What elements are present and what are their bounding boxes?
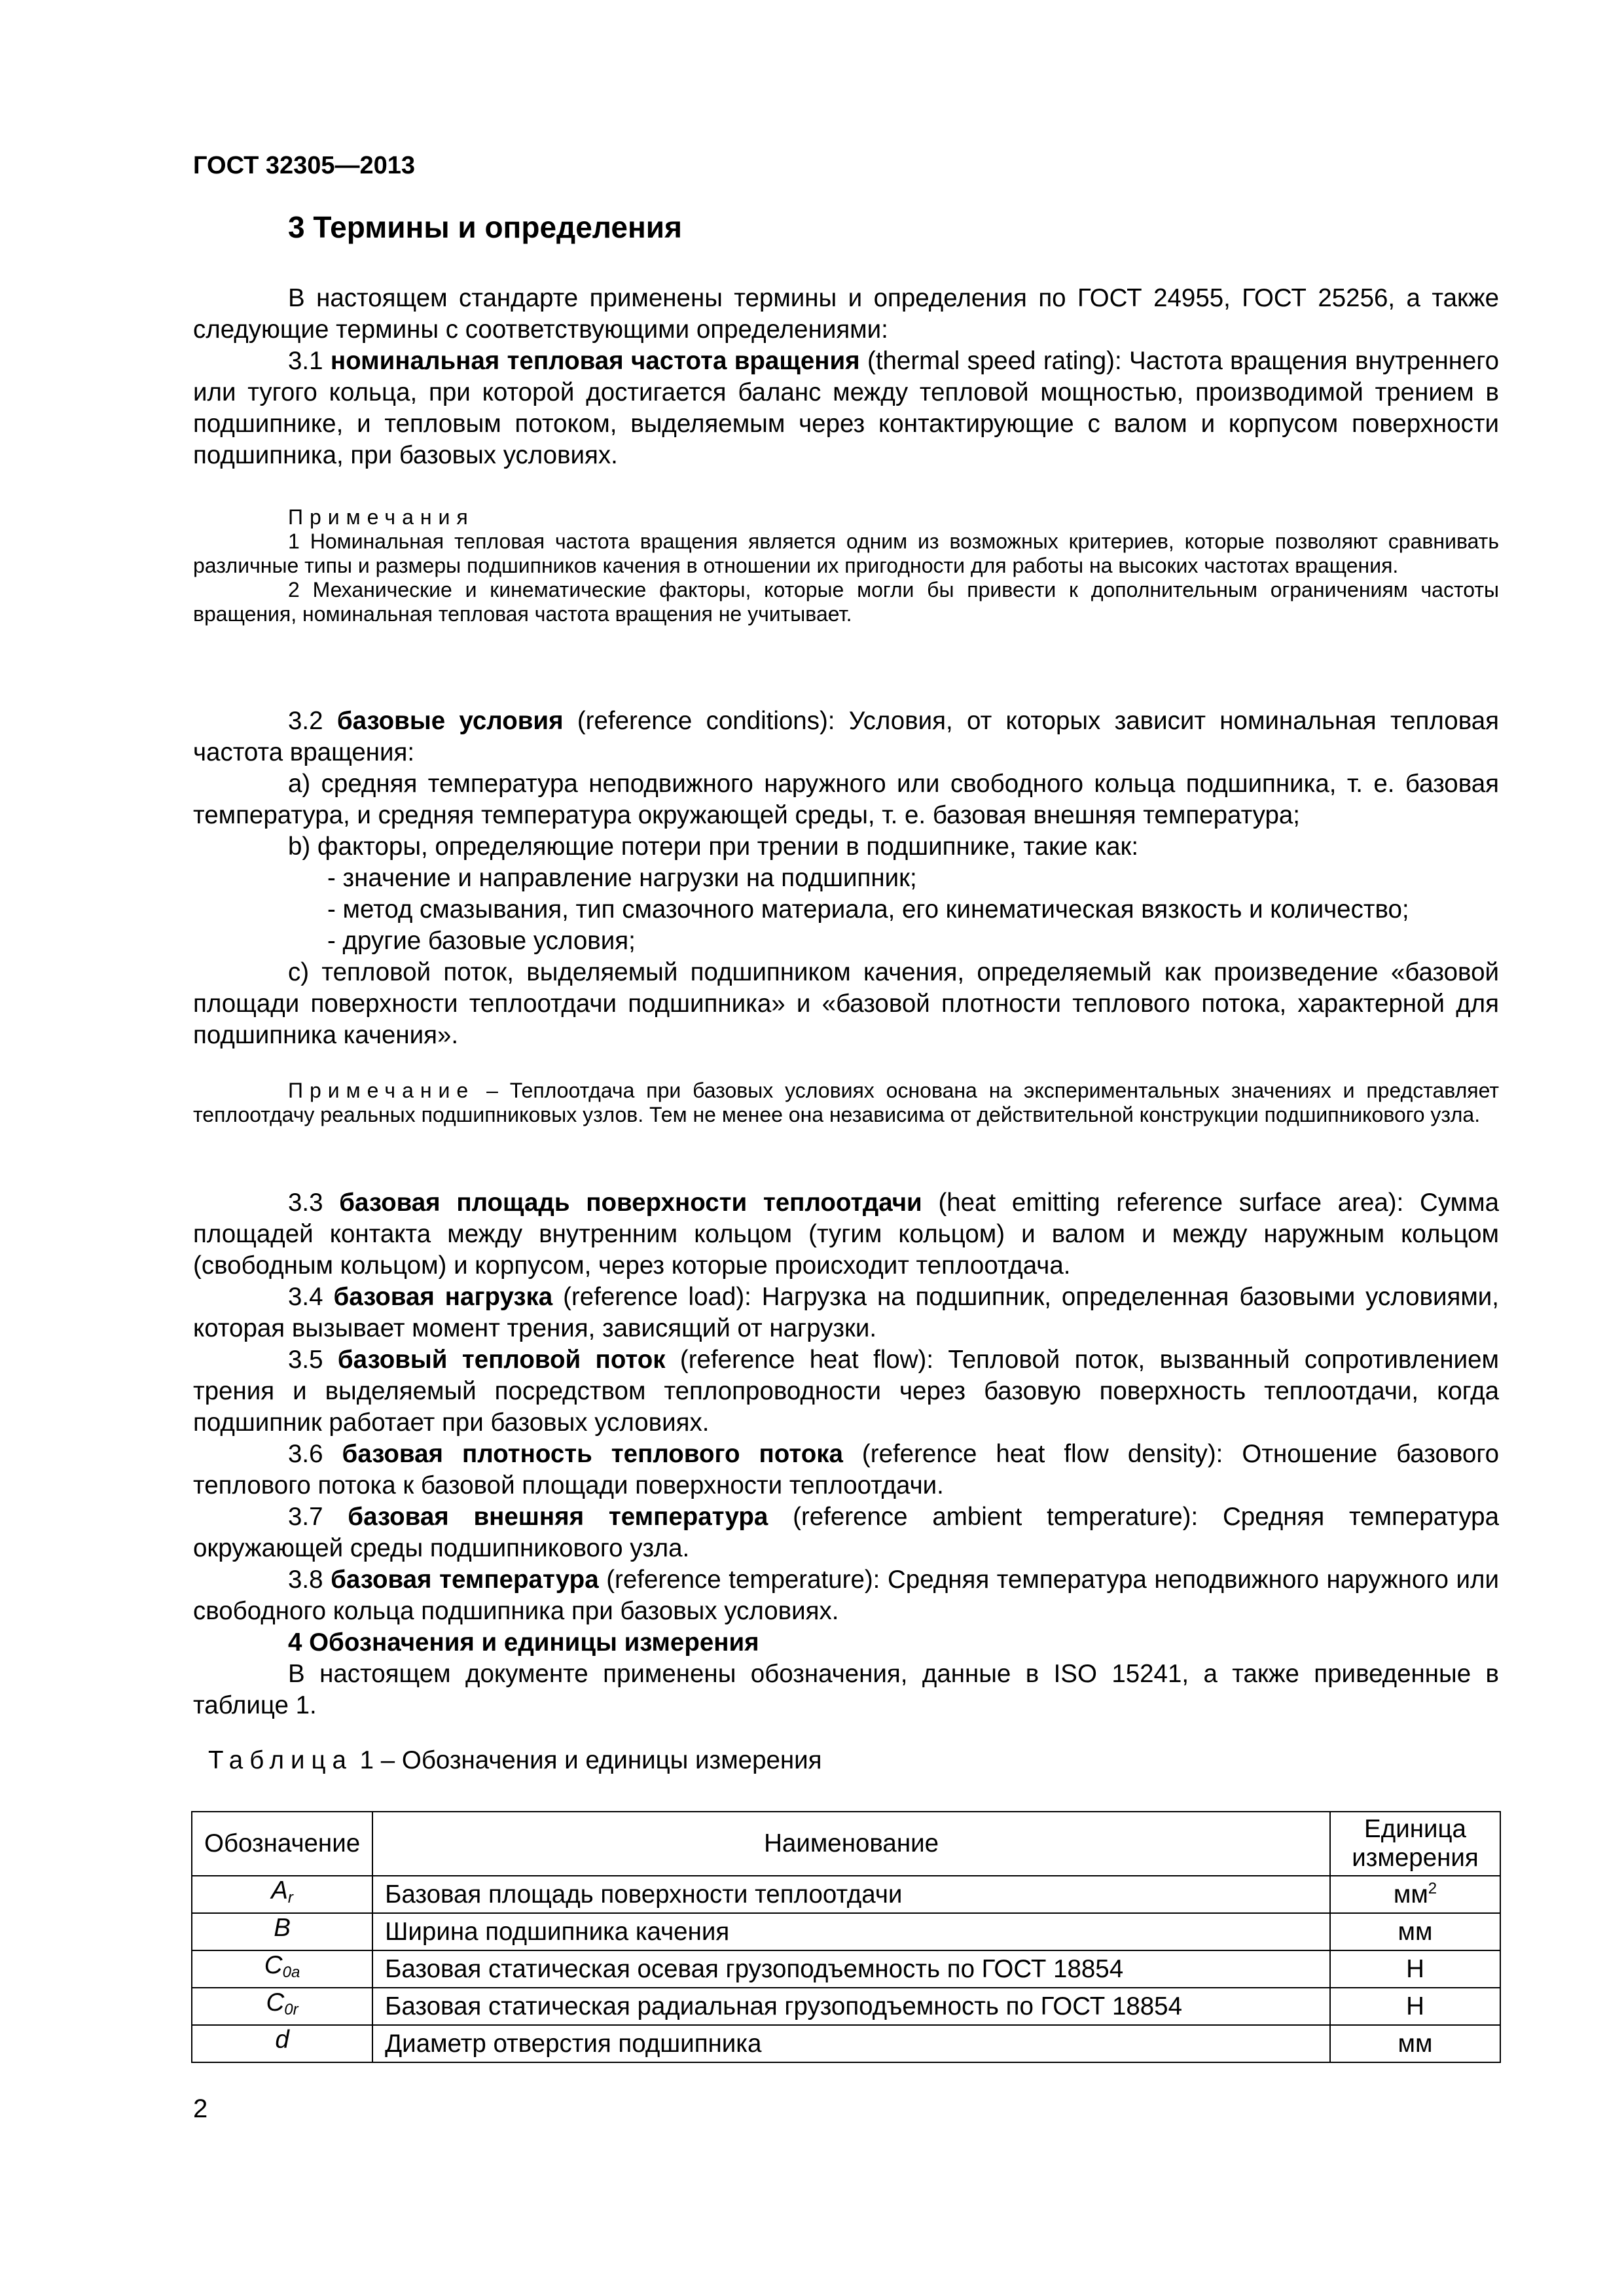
note-3: Примечание – Теплоотдача при базовых условиях основана на экспериментальных значениях и представляет теплоотдачу реальных подшипниковых узлов. Тем не менее она независима от действительной конструкции подшипникового узла. <box>193 1079 1500 1126</box>
cell-symbol: $C_{0a}$ <box>192 1950 372 1988</box>
cell-symbol: d <box>192 2025 372 2062</box>
cell-unit: Н <box>1330 1988 1500 2025</box>
term-3-2-item-c: c) тепловой поток, выделяемый подшипником качения, определяемый как произведение «базовой площади поверхности теплоотдачи подшипника» и «базовой плотности теплового потока, характерной для подшипника качения». <box>193 958 1499 1049</box>
section-4-intro: В настоящем документе применены обозначения, данные в ISO 15241, а также приведенные в таблице 1. <box>193 1660 1499 1719</box>
term-3-5-name: базовый тепловой поток <box>337 1346 666 1374</box>
term-3-4-name: базовая нагрузка <box>333 1283 553 1311</box>
term-3-5: 3.5 базовый тепловой поток (reference heat flow): Тепловой поток, вызванный сопротивлением трения и выделяемый посредством теплопроводности через базовую поверхность теплоотдачи, когда подшипник работает при базовых условиях. <box>193 1346 1500 1437</box>
cell-name: Базовая статическая радиальная грузоподъемность по ГОСТ 18854 <box>372 1988 1330 2025</box>
cell-unit: мм <box>1330 1913 1500 1950</box>
term-3-2-item-b1: - значение и направление нагрузки на подшипник; <box>327 864 917 892</box>
term-3-2: 3.2 базовые условия (reference conditions): Условия, от которых зависит номинальная тепловая частота вращения: <box>193 707 1499 766</box>
notes-block-2 <box>193 1079 1499 1127</box>
table-row <box>192 1876 1500 1913</box>
table-row <box>192 1950 1500 1988</box>
section-3-intro-block <box>193 283 1499 471</box>
section-4-title: 4 Обозначения и единицы измерения <box>288 1628 759 1657</box>
column-header-symbol: Обозначение <box>192 1812 372 1876</box>
page-number: 2 <box>193 2094 208 2123</box>
cell-unit: $мм^2$ <box>1330 1876 1500 1913</box>
cell-name: Диаметр отверстия подшипника <box>372 2025 1330 2062</box>
terms-3-3-to-4-block <box>193 1187 1499 1721</box>
cell-unit: Н <box>1330 1950 1500 1988</box>
term-3-2-item-b: b) факторы, определяющие потери при трении в подшипнике, такие как: <box>288 833 1139 861</box>
term-3-3: 3.3 базовая площадь поверхности теплоотдачи (heat emitting reference surface area): Сумма площадей контакта между внутренним кольцом (тугим кольцом) и валом и между наружным кольцом (свободным кольцом) и корпусом, через которые происходит теплоотдача. <box>193 1189 1500 1280</box>
notes-block-1 <box>193 505 1499 626</box>
term-3-6-name: базовая плотность теплового потока <box>342 1440 843 1468</box>
section-3-intro: В настоящем стандарте применены термины и определения по ГОСТ 24955, ГОСТ 25256, а также следующие термины с соответствующими определениями: <box>193 284 1499 344</box>
table-1 <box>191 1811 1501 2063</box>
table-header-row <box>192 1812 1500 1876</box>
cell-name: Ширина подшипника качения <box>372 1913 1330 1950</box>
table-1-caption: Таблица 1 – Обозначения и единицы измерения <box>208 1746 822 1774</box>
cell-name: Базовая площадь поверхности теплоотдачи <box>372 1876 1330 1913</box>
table-row <box>192 1913 1500 1950</box>
note-1: 1 Номинальная тепловая частота вращения является одним из возможных критериев, которые позволяют сравнивать различные типы и размеры подшипников качения в отношении их пригодности для работы на высоких частотах вращения. <box>193 529 1499 577</box>
term-3-7-name: базовая внешняя температура <box>348 1503 768 1531</box>
term-3-1: 3.1 номинальная тепловая частота вращения (thermal speed rating): Частота вращения внутреннего или тугого кольца, при которой достигается баланс между тепловой мощностью, производимой трением в подшипнике, и тепловым потоком, выделяемым через контактирующие с валом и корпусом поверхности подшипника, при базовых условиях. <box>193 347 1499 469</box>
term-3-2-item-b3: - другие базовые условия; <box>327 927 636 955</box>
cell-symbol: $C_{0r}$ <box>192 1988 372 2025</box>
section-3-title: 3 Термины и определения <box>288 210 682 244</box>
term-3-4: 3.4 базовая нагрузка (reference load): Нагрузка на подшипник, определенная базовыми условиями, которая вызывает момент трения, зависящий от нагрузки. <box>193 1283 1499 1342</box>
term-3-1-name: номинальная тепловая частота вращения <box>330 347 860 375</box>
note-2: 2 Механические и кинематические факторы, которые могли бы привести к дополнительным ограничениям частоты вращения, номинальная тепловая частота вращения не учитывает. <box>193 578 1499 626</box>
cell-name: Базовая статическая осевая грузоподъемность по ГОСТ 18854 <box>372 1950 1330 1988</box>
table-row <box>192 1988 1500 2025</box>
term-3-2-block <box>193 706 1499 1051</box>
term-3-8-name: базовая температура <box>331 1566 599 1594</box>
cell-unit: мм <box>1330 2025 1500 2062</box>
term-3-2-name: базовые условия <box>336 707 564 735</box>
term-3-7: 3.7 базовая внешняя температура (reference ambient temperature): Средняя температура окружающей среды подшипникового узла. <box>193 1503 1499 1562</box>
cell-symbol: B <box>192 1913 372 1950</box>
term-3-8: 3.8 базовая температура (reference temperature): Средняя температура неподвижного наружного или свободного кольца подшипника при базовых условиях. <box>193 1566 1500 1625</box>
notes-title: Примечания <box>288 505 475 529</box>
term-3-6: 3.6 базовая плотность теплового потока (reference heat flow density): Отношение базового теплового потока к базовой площади поверхности теплоотдачи. <box>193 1440 1499 1499</box>
document-header: ГОСТ 32305—2013 <box>193 152 416 179</box>
column-header-name: Наименование <box>372 1812 1330 1876</box>
column-header-unit: Единица измерения <box>1330 1812 1500 1876</box>
term-3-2-item-b2: - метод смазывания, тип смазочного материала, его кинематическая вязкость и количество; <box>327 895 1409 924</box>
term-3-2-item-a: a) средняя температура неподвижного наружного или свободного кольца подшипника, т. е. базовая температура, и средняя температура окружающей среды, т. е. базовая внешняя температура; <box>193 770 1499 829</box>
cell-symbol: $A_r$ <box>192 1876 372 1913</box>
table-row <box>192 2025 1500 2062</box>
term-3-3-name: базовая площадь поверхности теплоотдачи <box>339 1189 922 1217</box>
